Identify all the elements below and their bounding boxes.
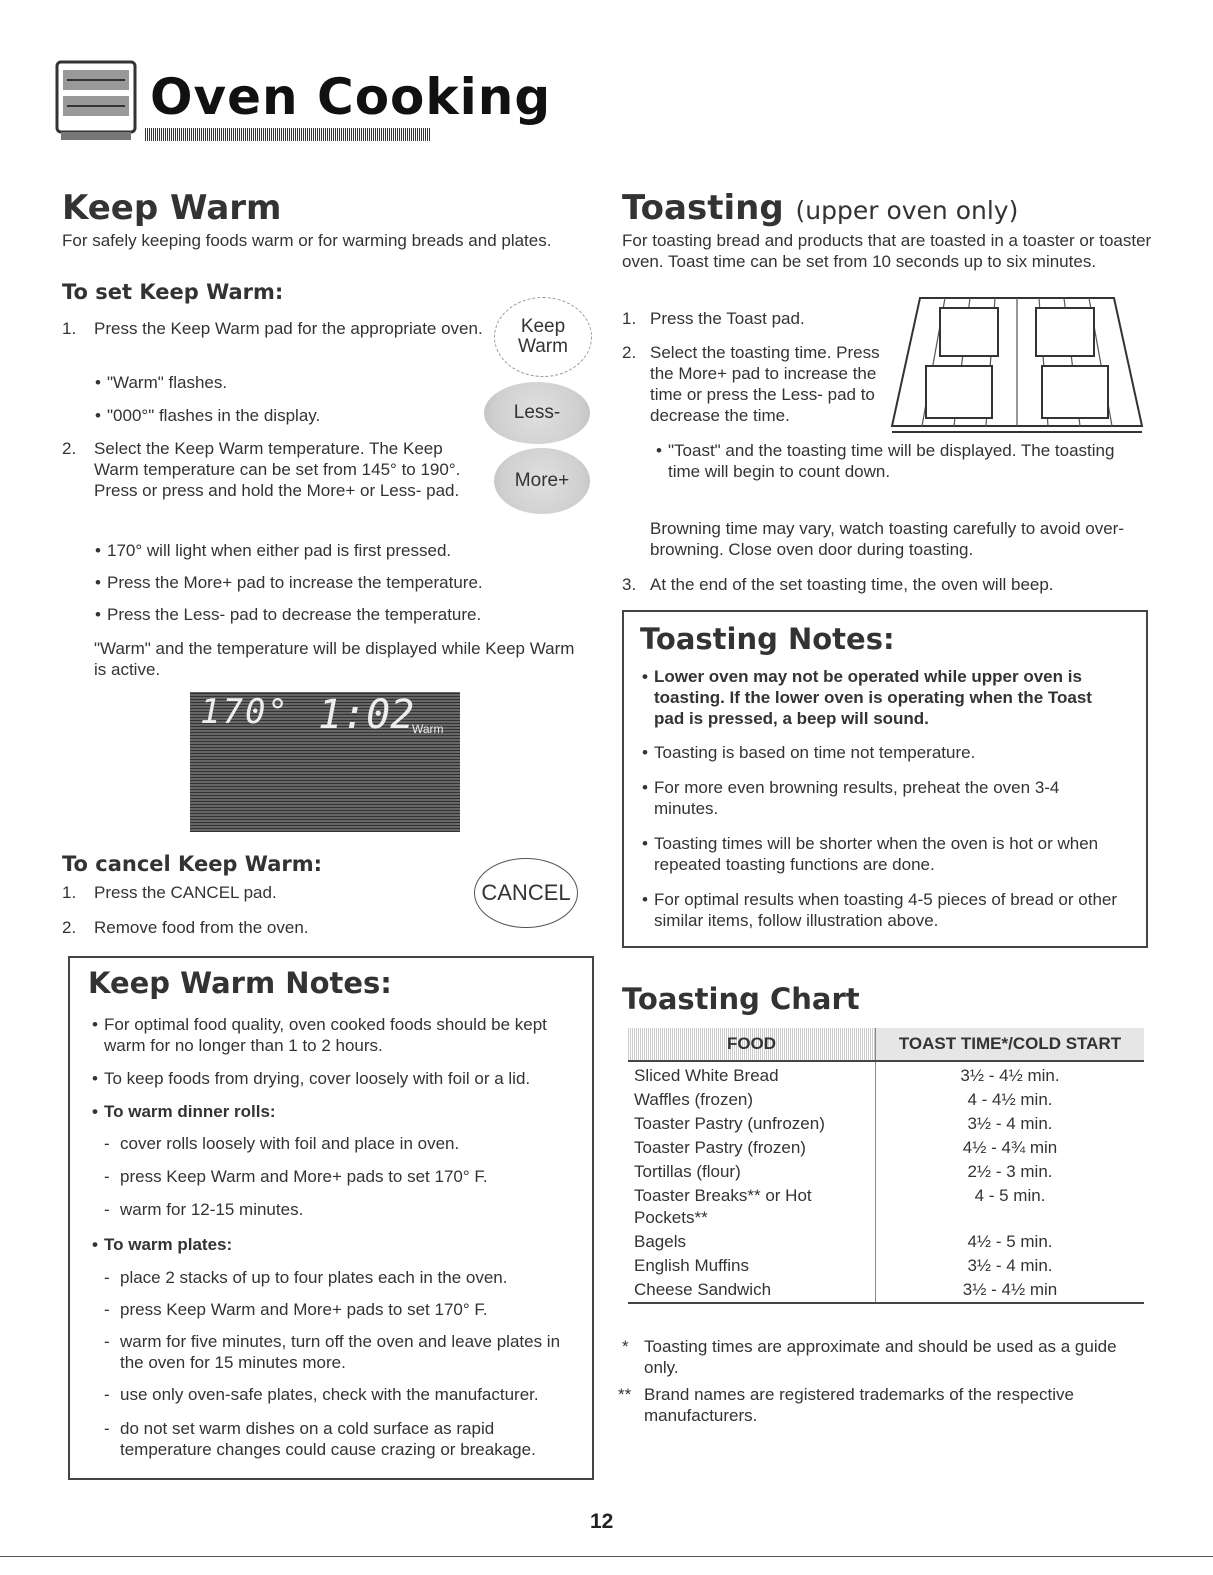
time-cell: 3½ - 4½ min. [960,1066,1060,1085]
step-number: 1. [62,319,77,338]
keep-warm-step-1-bullet: • "000°" flashes in the display. [107,405,320,426]
display-temperature: 170° [200,692,290,732]
page-title: Oven Cooking [150,68,552,126]
food-cell: Cheese Sandwich [628,1278,876,1303]
dash: - [104,1134,110,1153]
footnote: Toasting times are approximate and should be used as a guide only. [644,1337,1117,1377]
warm-rolls-step: warm for 12-15 minutes. [120,1200,304,1219]
table-row [628,1136,1144,1160]
step-number: 2. [622,343,637,362]
food-cell: English Muffins [628,1254,876,1278]
food-cell: Waffles (frozen) [628,1088,876,1112]
footnote-marker: ** [618,1385,632,1404]
warm-plates-heading: • To warm plates: [104,1234,232,1255]
footer-divider [0,1556,1213,1557]
toasting-notes-heading: Toasting Notes: [640,622,895,656]
time-cell: 4 - 4½ min. [967,1090,1053,1109]
cancel-step-2: Remove food from the oven. [94,918,309,937]
food-cell: Sliced White Bread [628,1061,876,1088]
table-header-row [628,1028,1144,1061]
keep-warm-heading: Keep Warm [62,188,282,228]
cancel-step-1: Press the CANCEL pad. [94,883,277,902]
keep-warm-step-1-bullet: • "Warm" flashes. [107,372,227,393]
step-number: 3. [622,575,637,594]
time-cell: 3½ - 4 min. [967,1256,1053,1275]
display-time: 1:02 [318,692,415,738]
food-cell: Toaster Pastry (unfrozen) [628,1112,876,1136]
keep-warm-active-note: "Warm" and the temperature will be displayed while Keep Warm is active. [94,639,575,679]
table-row [628,1184,1144,1230]
keep-warm-notes-heading: Keep Warm Notes: [88,966,392,1000]
toasting-note: • For more even browning results, preheat the oven 3-4 minutes. [654,777,1124,819]
toasting-note-warning: • Lower oven may not be operated while upper oven is toasting. If the lower oven is operating when the Toast pad is pressed, a beep will sound. [654,666,1124,729]
toasting-step-2-bullet: • "Toast" and the toasting time will be displayed. The toasting time will begin to count down. [668,440,1138,482]
step-number: 1. [62,883,77,902]
warm-plates-step: do not set warm dishes on a cold surface as rapid temperature changes could cause crazing or breakage. [120,1419,536,1459]
warm-rolls-step: cover rolls loosely with foil and place in oven. [120,1134,460,1153]
keep-warm-pad[interactable]: Keep Warm [494,297,592,377]
food-cell: Toaster Pastry (frozen) [628,1136,876,1160]
header-food: FOOD [628,1028,876,1061]
food-cell: Toaster Breaks** or Hot Pockets** [628,1184,876,1230]
warm-rolls-step: press Keep Warm and More+ pads to set 170° F. [120,1167,488,1186]
time-cell: 4 - 5 min. [974,1186,1046,1205]
toasting-step-3: At the end of the set toasting time, the oven will beep. [650,575,1054,594]
table-row [628,1112,1144,1136]
step-number: 1. [622,309,637,328]
page-number: 12 [590,1510,614,1533]
toasting-chart-heading: Toasting Chart [622,982,860,1016]
warm-plates-step: place 2 stacks of up to four plates each in the oven. [120,1268,508,1287]
footnote-marker: * [622,1337,629,1356]
table-row [628,1160,1144,1184]
food-cell: Tortillas (flour) [628,1160,876,1184]
toasting-step-2: Select the toasting time. Press the More+ pad to increase the time or press the Less- pad to decrease the time. [650,343,880,425]
display-warm-label: Warm [412,722,444,736]
dash: - [104,1385,110,1404]
cancel-keep-warm-heading: To cancel Keep Warm: [62,852,322,876]
toasting-note: • Toasting times will be shorter when the oven is hot or when repeated toasting functions are done. [654,833,1124,875]
toasting-title-suffix: (upper oven only) [795,196,1019,225]
food-cell: Bagels [628,1230,876,1254]
dash: - [104,1268,110,1287]
cancel-pad[interactable]: CANCEL [474,858,578,928]
keep-warm-note: • For optimal food quality, oven cooked foods should be kept warm for no longer than 1 to 2 hours. [104,1014,582,1056]
keep-warm-step-2-bullet: • Press the More+ pad to increase the temperature. [107,572,483,593]
footnote: Brand names are registered trademarks of the respective manufacturers. [644,1385,1074,1425]
toasting-chart-table [628,1028,1144,1304]
set-keep-warm-heading: To set Keep Warm: [62,280,284,304]
oven-icon [55,60,137,145]
toasting-note: • For optimal results when toasting 4-5 pieces of bread or other similar items, follow illustration above. [654,889,1124,931]
table-row [628,1278,1144,1303]
toasting-step-1: Press the Toast pad. [650,309,805,328]
less-pad[interactable]: Less- [484,382,590,444]
toasting-note: • Toasting is based on time not temperature. [654,742,1124,763]
time-cell: 4½ - 5 min. [967,1232,1053,1251]
warm-plates-step: press Keep Warm and More+ pads to set 170° F. [120,1300,488,1319]
toasting-title: Toasting [622,188,784,228]
keep-warm-step-2: Select the Keep Warm temperature. The Keep Warm temperature can be set from 145° to 190°. Press or press and hold the More+ or Less- pad. [94,439,461,500]
dash: - [104,1419,110,1438]
warm-plates-step: warm for five minutes, turn off the oven and leave plates in the oven for 15 minutes more. [120,1332,561,1372]
time-cell: 4½ - 4¾ min [962,1138,1058,1157]
time-cell: 3½ - 4 min. [967,1114,1053,1133]
time-cell: 2½ - 3 min. [967,1162,1053,1181]
keep-warm-intro: For safely keeping foods warm or for warming breads and plates. [62,231,552,250]
header-toast-time: TOAST TIME*/COLD START [876,1028,1145,1061]
keep-warm-step-2-bullet: • 170° will light when either pad is first pressed. [107,540,451,561]
step-number: 2. [62,439,77,458]
oven-rack-illustration [890,294,1144,434]
table-row [628,1230,1144,1254]
title-underline [145,128,430,141]
keep-warm-note: • To keep foods from drying, cover loosely with foil or a lid. [104,1068,582,1089]
dash: - [104,1332,110,1351]
dash: - [104,1167,110,1186]
table-row [628,1254,1144,1278]
warm-plates-step: use only oven-safe plates, check with the manufacturer. [120,1385,539,1404]
dash: - [104,1200,110,1219]
table-row [628,1061,1144,1088]
toasting-heading [622,188,1018,228]
toasting-intro: For toasting bread and products that are toasted in a toaster or toaster oven. Toast time can be set from 10 seconds up to six minutes. [622,231,1152,271]
step-number: 2. [62,918,77,937]
dash: - [104,1300,110,1319]
warm-rolls-heading: • To warm dinner rolls: [104,1101,276,1122]
time-cell: 3½ - 4½ min [962,1280,1058,1299]
keep-warm-step-2-bullet: • Press the Less- pad to decrease the temperature. [107,604,481,625]
more-pad[interactable]: More+ [494,448,590,514]
keep-warm-step-1: Press the Keep Warm pad for the appropriate oven. [94,319,483,338]
table-row [628,1088,1144,1112]
browning-note: Browning time may vary, watch toasting carefully to avoid over-browning. Close oven door during toasting. [650,519,1124,559]
